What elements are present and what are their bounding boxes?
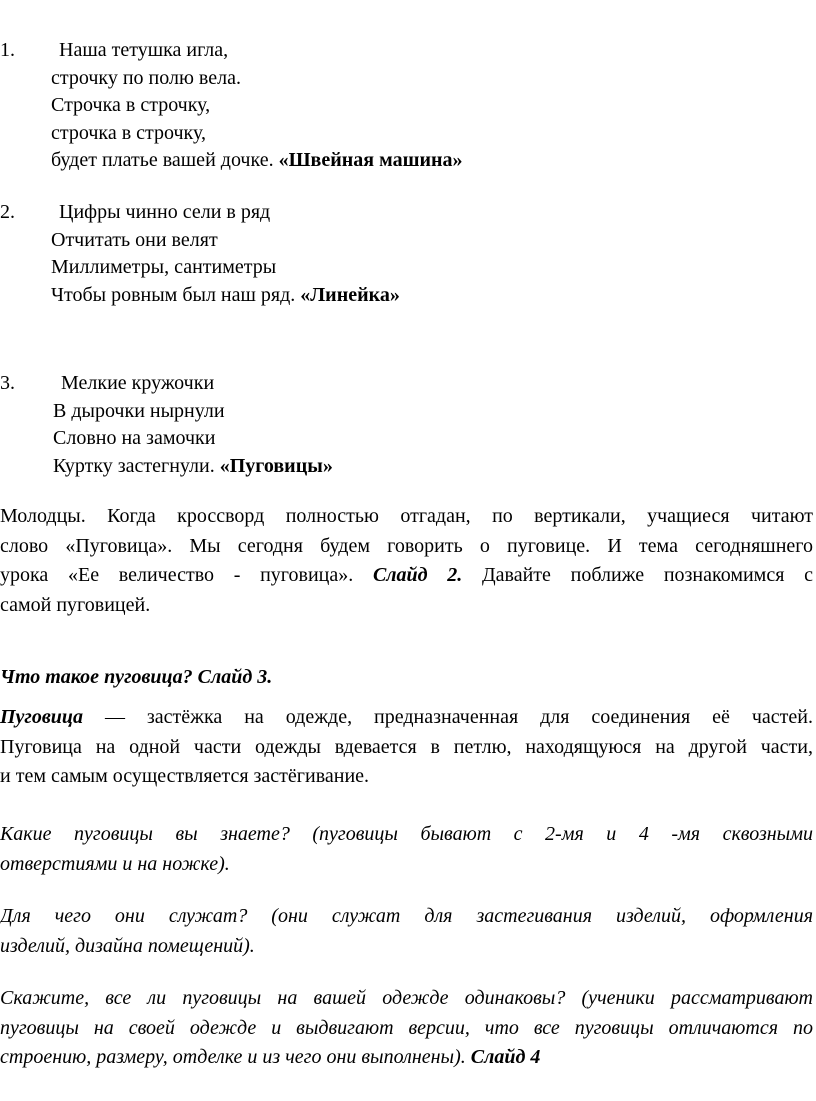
riddle-line: строчку по полю вела. bbox=[51, 66, 241, 89]
question-same-paragraph bbox=[0, 984, 813, 1073]
riddle-line: Отчитать они велят bbox=[51, 228, 218, 251]
riddle-line-text: Чтобы ровным был наш ряд. bbox=[51, 283, 296, 306]
slide-reference: Слайд 2. bbox=[372, 564, 463, 586]
riddle-last-line bbox=[51, 282, 400, 310]
riddle-line: Словно на замочки bbox=[53, 427, 216, 449]
paragraph-line: слово «Пуговица». Мы сегодня будем говорить о пуговице. И тема сегодняшнего bbox=[0, 534, 813, 557]
riddle-answer: «Линейка» bbox=[300, 283, 400, 306]
paragraph-text: строению, размеру, отделке и из чего они выполнены). bbox=[0, 1046, 466, 1068]
riddle-line: строчка в строчку, bbox=[51, 121, 206, 144]
riddle-number: 3. bbox=[0, 372, 15, 394]
question-heading-text: Что такое пуговица? Слайд 3. bbox=[0, 666, 273, 688]
riddle-line: Мелкие кружочки bbox=[61, 372, 215, 394]
riddle-line: В дырочки нырнули bbox=[53, 399, 225, 422]
paragraph-line: изделий, дизайна помещений). bbox=[0, 934, 255, 957]
definition-term: Пуговица bbox=[0, 706, 83, 728]
paragraph-line: Пуговица на одной части одежды вдевается в петлю, находящуюся на другой части, bbox=[0, 735, 813, 758]
riddle-line-text: Куртку застегнули. bbox=[53, 454, 215, 477]
riddle-answer: «Пуговицы» bbox=[219, 454, 333, 477]
paragraph-line: Молодцы. Когда кроссворд полностью отгадан, по вертикали, учащиеся читают bbox=[0, 505, 813, 527]
paragraph-line bbox=[0, 1043, 813, 1073]
riddle-last-line bbox=[53, 453, 333, 481]
riddle-text bbox=[51, 199, 400, 309]
riddle-line: Миллиметры, сантиметры bbox=[51, 256, 277, 278]
riddle-line: Наша тетушка игла, bbox=[59, 39, 229, 61]
slide-reference: Слайд 4 bbox=[470, 1046, 541, 1068]
paragraph-line: и тем самым осуществляется застёгивание. bbox=[0, 765, 370, 787]
riddle-line: Цифры чинно сели в ряд bbox=[59, 201, 271, 223]
paragraph-line: отверстиями и на ножке). bbox=[0, 852, 230, 875]
riddle-number: 2. bbox=[0, 201, 15, 223]
question-known-paragraph bbox=[0, 820, 813, 879]
paragraph-line: Для чего они служат? (они служат для застегивания изделий, оформления bbox=[0, 905, 813, 927]
intro-paragraph bbox=[0, 502, 813, 620]
paragraph-line: самой пуговицей. bbox=[0, 593, 151, 616]
question-purpose-paragraph bbox=[0, 902, 813, 961]
question-heading bbox=[0, 663, 813, 693]
paragraph-line bbox=[0, 561, 813, 591]
riddle-line-text: будет платье вашей дочке. bbox=[51, 149, 274, 171]
riddle-last-line bbox=[51, 147, 463, 175]
riddle-line: Строчка в строчку, bbox=[51, 94, 211, 116]
paragraph-text: урока «Ее величество - пуговица». bbox=[0, 564, 354, 586]
paragraph-line: Какие пуговицы вы знаете? (пуговицы бывают с 2-мя и 4 -мя сквозными bbox=[0, 823, 813, 845]
riddle-answer: «Швейная машина» bbox=[278, 149, 463, 171]
paragraph-line bbox=[0, 703, 813, 733]
riddle-text bbox=[51, 37, 463, 175]
paragraph-text: Давайте поближе познакомимся с bbox=[482, 564, 813, 586]
definition-paragraph bbox=[0, 703, 813, 792]
paragraph-line: Скажите, все ли пуговицы на вашей одежде одинаковы? (ученики рассматривают bbox=[0, 987, 813, 1009]
paragraph-line: пуговицы на своей одежде и выдвигают версии, что все пуговицы отличаются по bbox=[0, 1016, 813, 1039]
riddle-number: 1. bbox=[0, 39, 15, 61]
paragraph-text: — застёжка на одежде, предназначенная для соединения её частей. bbox=[104, 706, 814, 728]
riddle-text bbox=[53, 370, 333, 480]
